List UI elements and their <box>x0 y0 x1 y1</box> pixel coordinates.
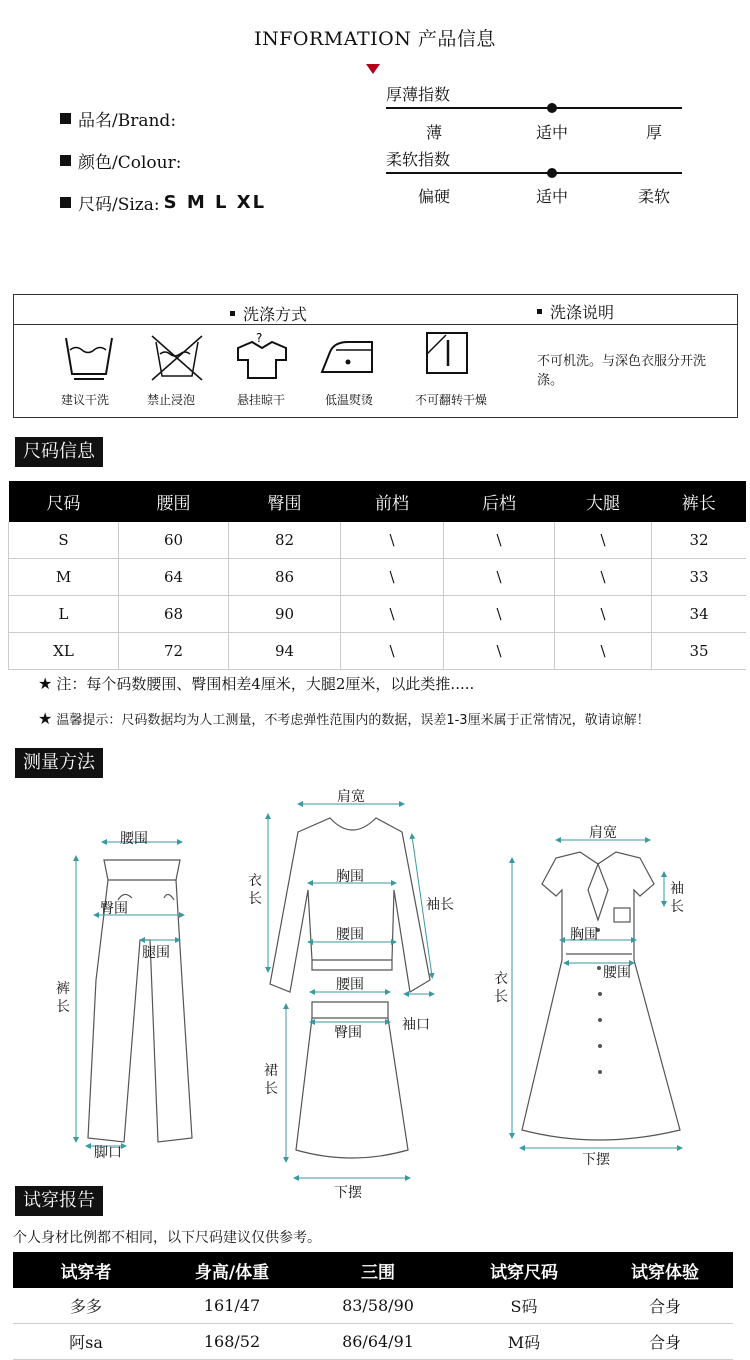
cell: \ <box>444 559 555 596</box>
size-table <box>8 481 746 670</box>
cell: 合身 <box>597 1324 733 1360</box>
top-chest-label: 胸围 <box>336 869 364 885</box>
cell: 86/64/91 <box>305 1324 451 1360</box>
top-length-label: 衣长 <box>248 873 262 907</box>
size-note <box>38 673 474 694</box>
hand-wash-icon <box>60 332 120 382</box>
pants-thigh-label: 腿围 <box>142 945 170 961</box>
cell: L <box>9 596 119 633</box>
wash-label-no-tumble: 不可翻转干燥 <box>414 393 487 407</box>
col-header: 身高/体重 <box>159 1252 305 1288</box>
tryon-table <box>13 1252 733 1360</box>
cell: \ <box>444 522 555 559</box>
wash-method-title: 洗涤方式 <box>243 305 308 324</box>
cell: 94 <box>229 633 341 670</box>
wash-note: 不可机洗。与深色衣服分开洗涤。 <box>537 354 707 388</box>
bullet-square-icon <box>60 155 71 166</box>
cell: \ <box>444 596 555 633</box>
col-header: 试穿体验 <box>597 1252 733 1288</box>
cell: \ <box>341 596 444 633</box>
pants-hem-label: 脚口 <box>94 1145 122 1161</box>
skirt-length-label: 裙长 <box>264 1063 278 1097</box>
low-iron-icon <box>318 334 378 378</box>
measurement-diagram <box>0 780 750 1200</box>
softness-label-mid: 适中 <box>535 187 568 206</box>
thickness-label-thin: 薄 <box>425 123 442 142</box>
softness-dot-icon <box>547 168 557 178</box>
cell: \ <box>555 522 652 559</box>
dress-shoulder-label: 肩宽 <box>589 825 617 841</box>
softness-scale <box>386 172 682 174</box>
pants-waist-label: 腰围 <box>120 831 148 847</box>
brand-row <box>60 106 176 131</box>
cell: \ <box>341 522 444 559</box>
top-sketch <box>270 818 430 992</box>
dress-sketch <box>522 852 680 1140</box>
wash-label-low-iron: 低温熨烫 <box>324 393 373 407</box>
no-tumble-dry-icon <box>424 330 470 376</box>
cell: 32 <box>652 522 747 559</box>
dress-waist-label: 腰围 <box>603 965 631 981</box>
svg-text:?: ? <box>256 331 263 345</box>
top-waist-label: 腰围 <box>336 927 364 943</box>
dress-measure-lines <box>512 840 680 1148</box>
cell: 多多 <box>13 1288 159 1324</box>
size-tip <box>38 709 650 728</box>
pants-hip-label: 臀围 <box>100 901 128 917</box>
cell: 86 <box>229 559 341 596</box>
skirt-hip-label: 臀围 <box>334 1025 362 1041</box>
cell: \ <box>341 559 444 596</box>
hang-dry-icon <box>234 330 290 382</box>
size-table-header <box>9 481 747 522</box>
cell: S <box>9 522 119 559</box>
cell: \ <box>555 596 652 633</box>
table-row <box>9 596 747 633</box>
page-title: INFORMATION 产品信息 <box>254 28 496 50</box>
star-icon: ★ <box>38 674 53 693</box>
table-row <box>13 1288 733 1324</box>
col-header: 裤长 <box>652 481 747 522</box>
thickness-scale <box>386 107 682 109</box>
col-header: 试穿尺码 <box>451 1252 597 1288</box>
cell: 64 <box>119 559 229 596</box>
wash-notes-title: 洗涤说明 <box>550 303 615 322</box>
tryon-section-title: 试穿报告 <box>15 1186 103 1216</box>
size-tip-text: 温馨提示：尺码数据均为人工测量，不考虑弹性范围内的数据，误差1-3厘米属于正常情况，敬请谅解！ <box>56 713 650 728</box>
tryon-intro: 个人身材比例都不相同，以下尺码建议仅供参考。 <box>13 1230 321 1246</box>
softness-label-hard: 偏硬 <box>417 187 450 206</box>
table-row <box>9 559 747 596</box>
cell: 合身 <box>597 1288 733 1324</box>
pants-measure-lines <box>76 842 182 1146</box>
cell: M码 <box>451 1324 597 1360</box>
top-shoulder-label: 肩宽 <box>337 789 365 805</box>
bullet-icon <box>230 311 235 316</box>
wash-method-heading <box>230 302 307 325</box>
dress-buttons <box>596 928 602 1074</box>
cell: \ <box>555 559 652 596</box>
thickness-label-thick: 厚 <box>645 123 662 142</box>
cell: 90 <box>229 596 341 633</box>
pants-length-label: 裤长 <box>56 981 70 1015</box>
col-header: 臀围 <box>229 481 341 522</box>
tryon-table-header <box>13 1252 733 1288</box>
bullet-icon <box>537 309 542 314</box>
thickness-title: 厚薄指数 <box>386 85 451 104</box>
dress-length-label: 衣长 <box>494 971 508 1005</box>
table-row <box>9 633 747 670</box>
cell: M <box>9 559 119 596</box>
top-cuff-label: 袖口 <box>402 1017 430 1033</box>
col-header: 腰围 <box>119 481 229 522</box>
softness-label-soft: 柔软 <box>637 187 670 206</box>
cell: 83/58/90 <box>305 1288 451 1324</box>
measure-section-title: 测量方法 <box>15 748 103 778</box>
cell: S码 <box>451 1288 597 1324</box>
col-header: 三围 <box>305 1252 451 1288</box>
col-header: 前档 <box>341 481 444 522</box>
col-header: 试穿者 <box>13 1252 159 1288</box>
dress-chest-label: 胸围 <box>570 927 598 943</box>
size-note-text: 注：每个码数腰围、臀围相差4厘米，大腿2厘米，以此类推..... <box>56 675 475 693</box>
cell: 161/47 <box>159 1288 305 1324</box>
softness-title: 柔软指数 <box>386 150 451 169</box>
cell: \ <box>555 633 652 670</box>
cell: 68 <box>119 596 229 633</box>
col-header: 后档 <box>444 481 555 522</box>
divider <box>13 324 738 325</box>
no-soak-icon <box>148 332 208 382</box>
colour-row <box>60 148 181 173</box>
size-list: S M L XL <box>163 192 267 213</box>
size-row <box>60 190 266 215</box>
thickness-dot-icon <box>547 103 557 113</box>
bullet-square-icon <box>60 197 71 208</box>
cell: \ <box>341 633 444 670</box>
top-sleeve-label: 袖长 <box>426 897 454 913</box>
colour-label: 颜色/Colour: <box>78 153 182 173</box>
size-label: 尺码/Siza: <box>78 195 160 215</box>
dress-sleeve-label: 袖长 <box>670 881 684 915</box>
cell: 阿sa <box>13 1324 159 1360</box>
col-header: 尺码 <box>9 481 119 522</box>
wash-label-dry-clean: 建议干洗 <box>60 393 109 407</box>
triangle-marker-icon <box>366 64 380 74</box>
skirt-waist-label: 腰围 <box>336 977 364 993</box>
bullet-square-icon <box>60 113 71 124</box>
table-row <box>13 1324 733 1360</box>
cell: 72 <box>119 633 229 670</box>
cell: 168/52 <box>159 1324 305 1360</box>
cell: 33 <box>652 559 747 596</box>
cell: 35 <box>652 633 747 670</box>
size-section-title: 尺码信息 <box>15 437 103 467</box>
wash-notes-heading <box>537 300 614 323</box>
cell: 34 <box>652 596 747 633</box>
cell: 60 <box>119 522 229 559</box>
cell: XL <box>9 633 119 670</box>
table-row <box>9 522 747 559</box>
col-header: 大腿 <box>555 481 652 522</box>
skirt-hem-label: 下摆 <box>334 1185 362 1201</box>
wash-label-hang-dry: 悬挂晾干 <box>236 393 285 407</box>
wash-label-no-soak: 禁止浸泡 <box>146 393 195 407</box>
cell: \ <box>444 633 555 670</box>
thickness-label-mid: 适中 <box>535 123 568 142</box>
star-icon: ★ <box>38 709 53 728</box>
dress-hem-label: 下摆 <box>582 1152 610 1168</box>
brand-label: 品名/Brand: <box>78 111 177 131</box>
cell: 82 <box>229 522 341 559</box>
